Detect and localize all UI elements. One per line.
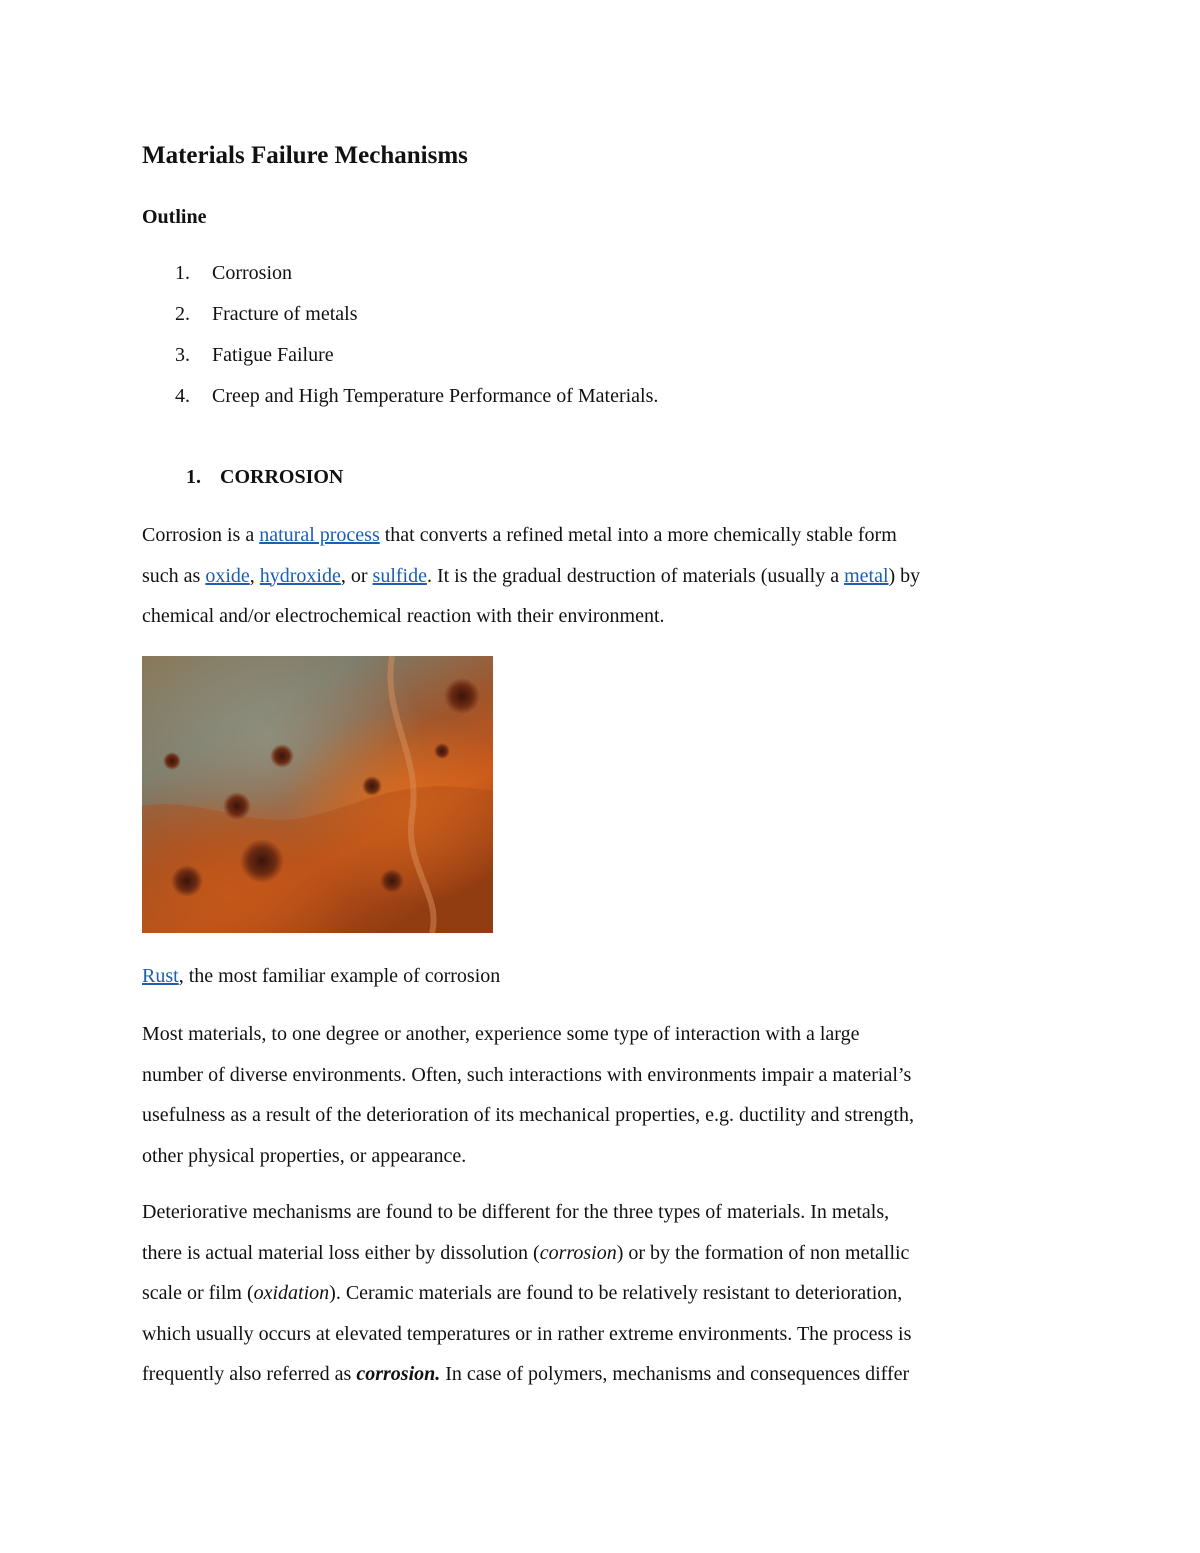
text-run: chemical and/or electrochemical reaction with their environment. bbox=[142, 605, 665, 627]
corrosion-definition-paragraph bbox=[142, 515, 1062, 637]
deterioration-paragraph bbox=[142, 1192, 1062, 1395]
outline-item-text: Fatigue Failure bbox=[212, 344, 334, 366]
outline-item-number: 2. bbox=[175, 303, 190, 325]
outline-item-text: Fracture of metals bbox=[212, 303, 358, 325]
text-line: other physical properties, or appearance. bbox=[142, 1144, 467, 1167]
text-run: ) by bbox=[888, 564, 921, 587]
text-run: that converts a refined metal into a more chemically stable form bbox=[379, 524, 897, 546]
section-title: CORROSION bbox=[220, 466, 344, 488]
text-run: such as bbox=[142, 564, 206, 587]
text-run: In case of polymers, mechanisms and consequences differ bbox=[440, 1363, 910, 1385]
link-rust[interactable]: Rust bbox=[142, 965, 179, 987]
image-caption bbox=[142, 965, 500, 988]
text-run: , bbox=[249, 564, 260, 587]
interaction-paragraph bbox=[142, 1014, 1062, 1176]
outline-item-text: Corrosion bbox=[212, 262, 292, 284]
text-run: there is actual material loss either by dissolution ( bbox=[142, 1241, 540, 1264]
text-line: Most materials, to one degree or another, experience some type of interaction with a large bbox=[142, 1023, 860, 1045]
section-number: 1. bbox=[186, 466, 201, 488]
strong-emphasis-term: corrosion. bbox=[356, 1363, 441, 1385]
text-line bbox=[142, 1354, 1062, 1395]
outline-item-number: 4. bbox=[175, 385, 190, 407]
text-line: usefulness as a result of the deterioration of its mechanical properties, e.g. ductility and strength, bbox=[142, 1104, 914, 1126]
caption-text: , the most familiar example of corrosion bbox=[178, 965, 501, 987]
text-line bbox=[142, 515, 1062, 556]
outline-item-number: 1. bbox=[175, 262, 190, 284]
link-natural-process[interactable]: natural process bbox=[259, 524, 380, 546]
outline-heading: Outline bbox=[142, 206, 207, 228]
text-run: . It is the gradual destruction of materials (usually a bbox=[426, 564, 845, 587]
text-line bbox=[142, 1233, 1062, 1274]
text-run: scale or film ( bbox=[142, 1282, 254, 1304]
text-line bbox=[142, 1273, 1062, 1314]
text-run: , or bbox=[340, 564, 373, 587]
outline-item-number: 3. bbox=[175, 344, 190, 366]
text-run: ). Ceramic materials are found to be relatively resistant to deterioration, bbox=[329, 1282, 903, 1304]
link-sulfide[interactable]: sulfide bbox=[372, 564, 427, 587]
link-oxide[interactable]: oxide bbox=[205, 564, 250, 587]
emphasis-term: corrosion bbox=[539, 1241, 617, 1264]
link-hydroxide[interactable]: hydroxide bbox=[259, 564, 341, 587]
text-line: which usually occurs at elevated temperatures or in rather extreme environments. The process is bbox=[142, 1322, 912, 1345]
link-metal[interactable]: metal bbox=[844, 564, 889, 587]
text-run: frequently also referred as bbox=[142, 1363, 357, 1385]
rust-corrosion-image bbox=[142, 656, 493, 933]
outline-item-text: Creep and High Temperature Performance of Materials. bbox=[212, 385, 659, 407]
text-line: number of diverse environments. Often, such interactions with environments impair a material’s bbox=[142, 1063, 912, 1086]
text-run: ) or by the formation of non metallic bbox=[616, 1241, 910, 1264]
text-line bbox=[142, 556, 1062, 597]
text-run: Corrosion is a bbox=[142, 524, 260, 546]
text-line: Deteriorative mechanisms are found to be different for the three types of materials. In metals, bbox=[142, 1201, 890, 1223]
emphasis-term: oxidation bbox=[253, 1282, 330, 1304]
section-heading-corrosion bbox=[186, 466, 343, 489]
document-title: Materials Failure Mechanisms bbox=[142, 142, 468, 169]
text-line bbox=[142, 596, 1062, 637]
